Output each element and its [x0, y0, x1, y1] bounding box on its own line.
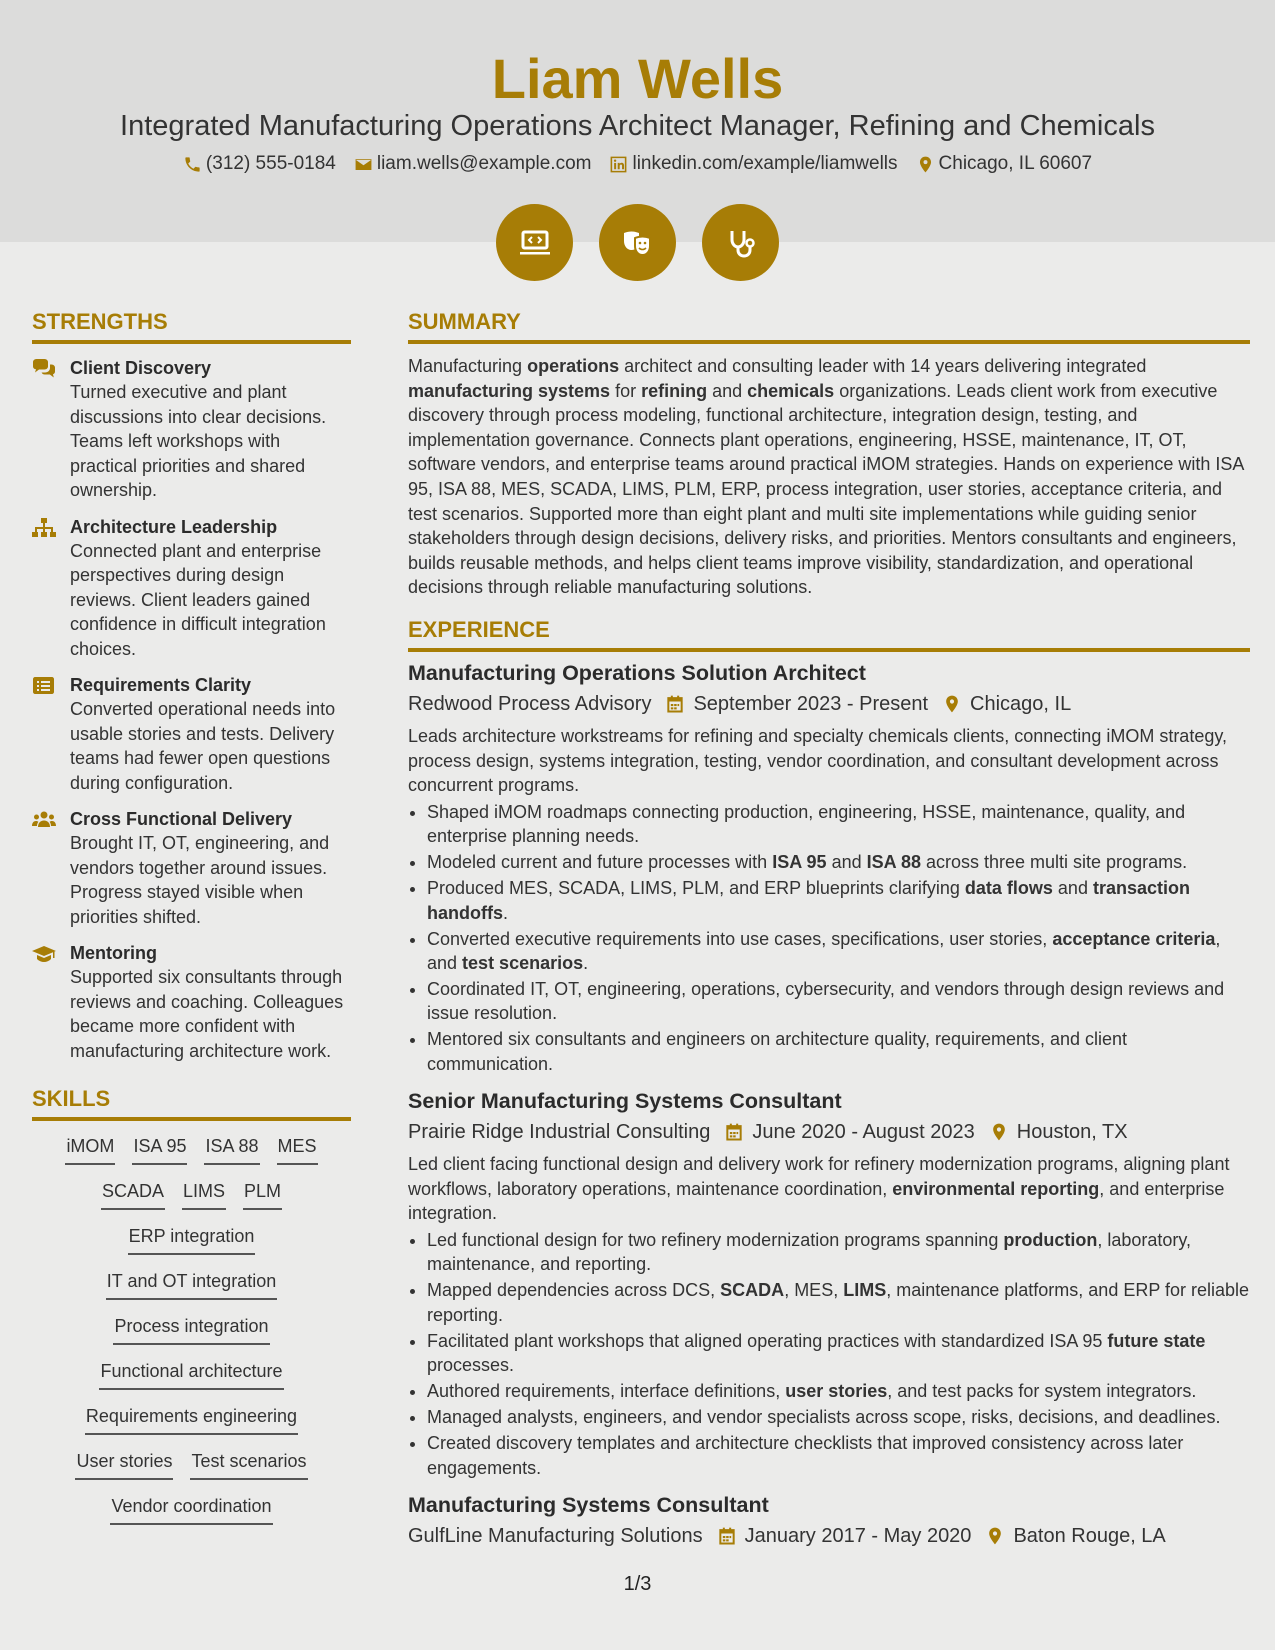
strengths-heading: STRENGTHS [32, 306, 351, 344]
job-company: GulfLine Manufacturing Solutions [408, 1524, 703, 1547]
strength-item [32, 356, 351, 503]
calendar-icon [717, 1526, 737, 1546]
skill-tag: Functional architecture [99, 1358, 283, 1390]
job-bullet: • Shaped iMOM roadmaps connecting production, engineering, HSSE, maintenance, quality, and enterprise planning needs. [427, 800, 1250, 849]
skill-tag: Vendor coordination [110, 1493, 272, 1525]
skill-row [32, 1403, 351, 1448]
job-meta [408, 1520, 1250, 1552]
skill-tag: ISA 95 [132, 1133, 187, 1165]
theater-masks-badge [599, 204, 676, 281]
job-bullet: • Mentored six consultants and engineers on architecture quality, requirements, and client communication. [427, 1027, 1250, 1076]
contact-bar [0, 150, 1275, 178]
job-location: Houston, TX [1016, 1121, 1128, 1144]
job-company: Prairie Ridge Industrial Consulting [408, 1121, 711, 1144]
job-bullet: • Authored requirements, interface definitions, user stories, and test packs for system integrators. [427, 1379, 1250, 1403]
skill-tag: Requirements engineering [85, 1403, 298, 1435]
sitemap-icon [32, 518, 56, 538]
comments-icon [32, 359, 56, 379]
phone-text: (312) 555-0184 [205, 153, 336, 174]
skill-tag: PLM [243, 1178, 282, 1210]
strength-title: Client Discovery [70, 358, 212, 378]
job-bullets [408, 800, 1250, 1076]
job-bullet: • Mapped dependencies across DCS, SCADA, MES, LIMS, maintenance platforms, and ERP for reliable reporting. [427, 1278, 1250, 1327]
job-title: Manufacturing Operations Solution Architect [408, 660, 866, 685]
skill-row [32, 1268, 351, 1313]
stethoscope-badge [702, 204, 779, 281]
job-bullet: • Converted executive requirements into use cases, specifications, user stories, acceptance criteria, and test scenarios. [427, 927, 1250, 976]
calendar-icon [665, 694, 685, 714]
laptop-code-badge [496, 204, 573, 281]
theater-masks-icon [618, 223, 658, 263]
job-dates: June 2020 - August 2023 [752, 1121, 975, 1144]
email-text: liam.wells@example.com [376, 153, 592, 174]
list-alt-icon [32, 676, 56, 696]
job-description: Leads architecture workstreams for refining and specialty chemicals clients, connecting iMOM strategy, process design, systems integration, testing, vendor coordination, and consultant development across concurrent programs. [408, 725, 1228, 796]
skill-tag: Test scenarios [190, 1448, 307, 1480]
job-bullet: • Managed analysts, engineers, and vendor specialists across scope, risks, decisions, and deadlines. [427, 1405, 1250, 1429]
job-bullet: • Coordinated IT, OT, engineering, operations, cybersecurity, and vendors through design reviews and issue resolution. [427, 977, 1250, 1026]
job-bullet: • Modeled current and future processes with ISA 95 and ISA 88 across three multi site programs. [427, 850, 1250, 874]
job-location: Chicago, IL [970, 692, 1072, 715]
experience-heading: EXPERIENCE [408, 614, 1250, 652]
contact-location [916, 150, 1093, 178]
strength-desc: Converted operational needs into usable stories and tests. Delivery teams had fewer open questions during configuration. [70, 699, 336, 793]
contact-phone[interactable] [183, 150, 336, 178]
resume-header [0, 0, 1275, 242]
candidate-title: Integrated Manufacturing Operations Architect Manager, Refining and Chemicals [120, 110, 1155, 142]
skills-list [32, 1133, 351, 1538]
skill-tag: ISA 88 [204, 1133, 259, 1165]
page-number: 1/3 [623, 1573, 652, 1595]
strength-item [32, 807, 351, 929]
strength-desc: Connected plant and enterprise perspectives during design reviews. Client leaders gained confidence in difficult integration choices. [70, 540, 326, 659]
calendar-icon [724, 1122, 744, 1142]
job-entry [408, 1086, 1250, 1480]
skill-tag: MES [277, 1133, 318, 1165]
job-bullet: • Led functional design for two refinery modernization programs spanning production, laboratory, maintenance, and reporting. [427, 1228, 1250, 1277]
strength-title: Requirements Clarity [70, 675, 252, 695]
map-pin-icon [916, 155, 935, 174]
strength-item [32, 673, 351, 795]
contact-email[interactable] [354, 150, 592, 178]
job-dates: September 2023 - Present [693, 692, 929, 715]
candidate-name: Liam Wells [491, 47, 784, 110]
graduation-cap-icon [32, 944, 56, 964]
job-meta [408, 1116, 1250, 1148]
strength-item [32, 515, 351, 662]
summary-text: Manufacturing operations architect and consulting leader with 14 years delivering integrated manufacturing systems for refining and chemicals organizations. Leads client work from executive discovery through process modeling, functional architecture, integration design, testing, and implementation governance. Connects plant operations, engineering, HSSE, maintenance, IT, OT, software vendors, and enterprise teams around practical iMOM strategies. Hands on experience with ISA 95, ISA 88, MES, SCADA, LIMS, PLM, ERP, process integration, user stories, acceptance criteria, and test scenarios. Supported more than eight plant and multi site implementations while guiding senior stakeholders through design decisions, delivery risks, and priorities. Mentors consultants and engineers, builds reusable methods, and helps client teams improve visibility, standardization, and operational decisions through reliable manufacturing solutions. [408, 356, 1244, 598]
linkedin-text: linkedin.com/example/liamwells [632, 153, 898, 174]
strength-desc: Brought IT, OT, engineering, and vendors together around issues. Progress stayed visible when priorities shifted. [70, 833, 330, 927]
map-pin-icon [985, 1526, 1005, 1546]
summary-heading: SUMMARY [408, 306, 1250, 344]
skill-tag: IT and OT integration [106, 1268, 277, 1300]
contact-linkedin[interactable] [609, 150, 897, 178]
right-column [408, 306, 1250, 1552]
strength-title: Architecture Leadership [70, 516, 278, 537]
job-bullet: • Produced MES, SCADA, LIMS, PLM, and ERP blueprints clarifying data flows and transaction handoffs. [427, 876, 1250, 925]
map-pin-icon [989, 1122, 1009, 1142]
laptop-code-icon [515, 223, 555, 263]
strength-item [32, 941, 351, 1063]
skill-tag: LIMS [182, 1178, 226, 1210]
strength-desc: Supported six consultants through reviews and coaching. Colleagues became more confident with manufacturing architecture work. [70, 967, 344, 1061]
skill-tag: Process integration [113, 1313, 269, 1345]
stethoscope-icon [721, 223, 761, 263]
linkedin-icon [609, 155, 628, 174]
skill-row [32, 1493, 351, 1538]
interest-badges [0, 204, 1275, 281]
left-column [32, 306, 351, 1538]
job-bullet: • Created discovery templates and architecture checklists that improved consistency across later engagements. [427, 1431, 1250, 1480]
job-company: Redwood Process Advisory [408, 692, 652, 715]
strength-title: Cross Functional Delivery [70, 809, 293, 829]
phone-icon [183, 155, 202, 174]
skill-row [32, 1178, 351, 1223]
skill-row [32, 1133, 351, 1178]
job-title: Manufacturing Systems Consultant [408, 1492, 769, 1517]
job-bullets [408, 1228, 1250, 1480]
location-text: Chicago, IL 60607 [938, 153, 1093, 174]
strength-title: Mentoring [70, 943, 157, 963]
job-description: Led client facing functional design and delivery work for refinery modernization programs, aligning plant workflows, laboratory operations, maintenance coordination, environmental reporting, and enterprise integration. [408, 1154, 1230, 1224]
skill-row [32, 1223, 351, 1268]
skill-row [32, 1448, 351, 1493]
skill-row [32, 1313, 351, 1358]
job-meta [408, 688, 1250, 720]
job-entry [408, 1490, 1250, 1552]
job-title: Senior Manufacturing Systems Consultant [408, 1089, 842, 1114]
skill-row [32, 1358, 351, 1403]
job-entry [408, 658, 1250, 1076]
job-location: Baton Rouge, LA [1013, 1524, 1166, 1547]
skill-tag: SCADA [101, 1178, 165, 1210]
job-dates: January 2017 - May 2020 [744, 1524, 972, 1547]
skill-tag: ERP integration [128, 1223, 256, 1255]
experience-list [408, 658, 1250, 1552]
job-bullet: • Facilitated plant workshops that aligned operating practices with standardized ISA 95 future state processes. [427, 1329, 1250, 1378]
skill-tag: User stories [75, 1448, 173, 1480]
map-pin-icon [942, 694, 962, 714]
strength-desc: Turned executive and plant discussions into clear decisions. Teams left workshops with practical priorities and shared ownership. [70, 382, 327, 500]
skills-heading: SKILLS [32, 1083, 351, 1121]
envelope-icon [354, 155, 373, 174]
users-icon [32, 810, 56, 830]
skill-tag: iMOM [65, 1133, 115, 1165]
